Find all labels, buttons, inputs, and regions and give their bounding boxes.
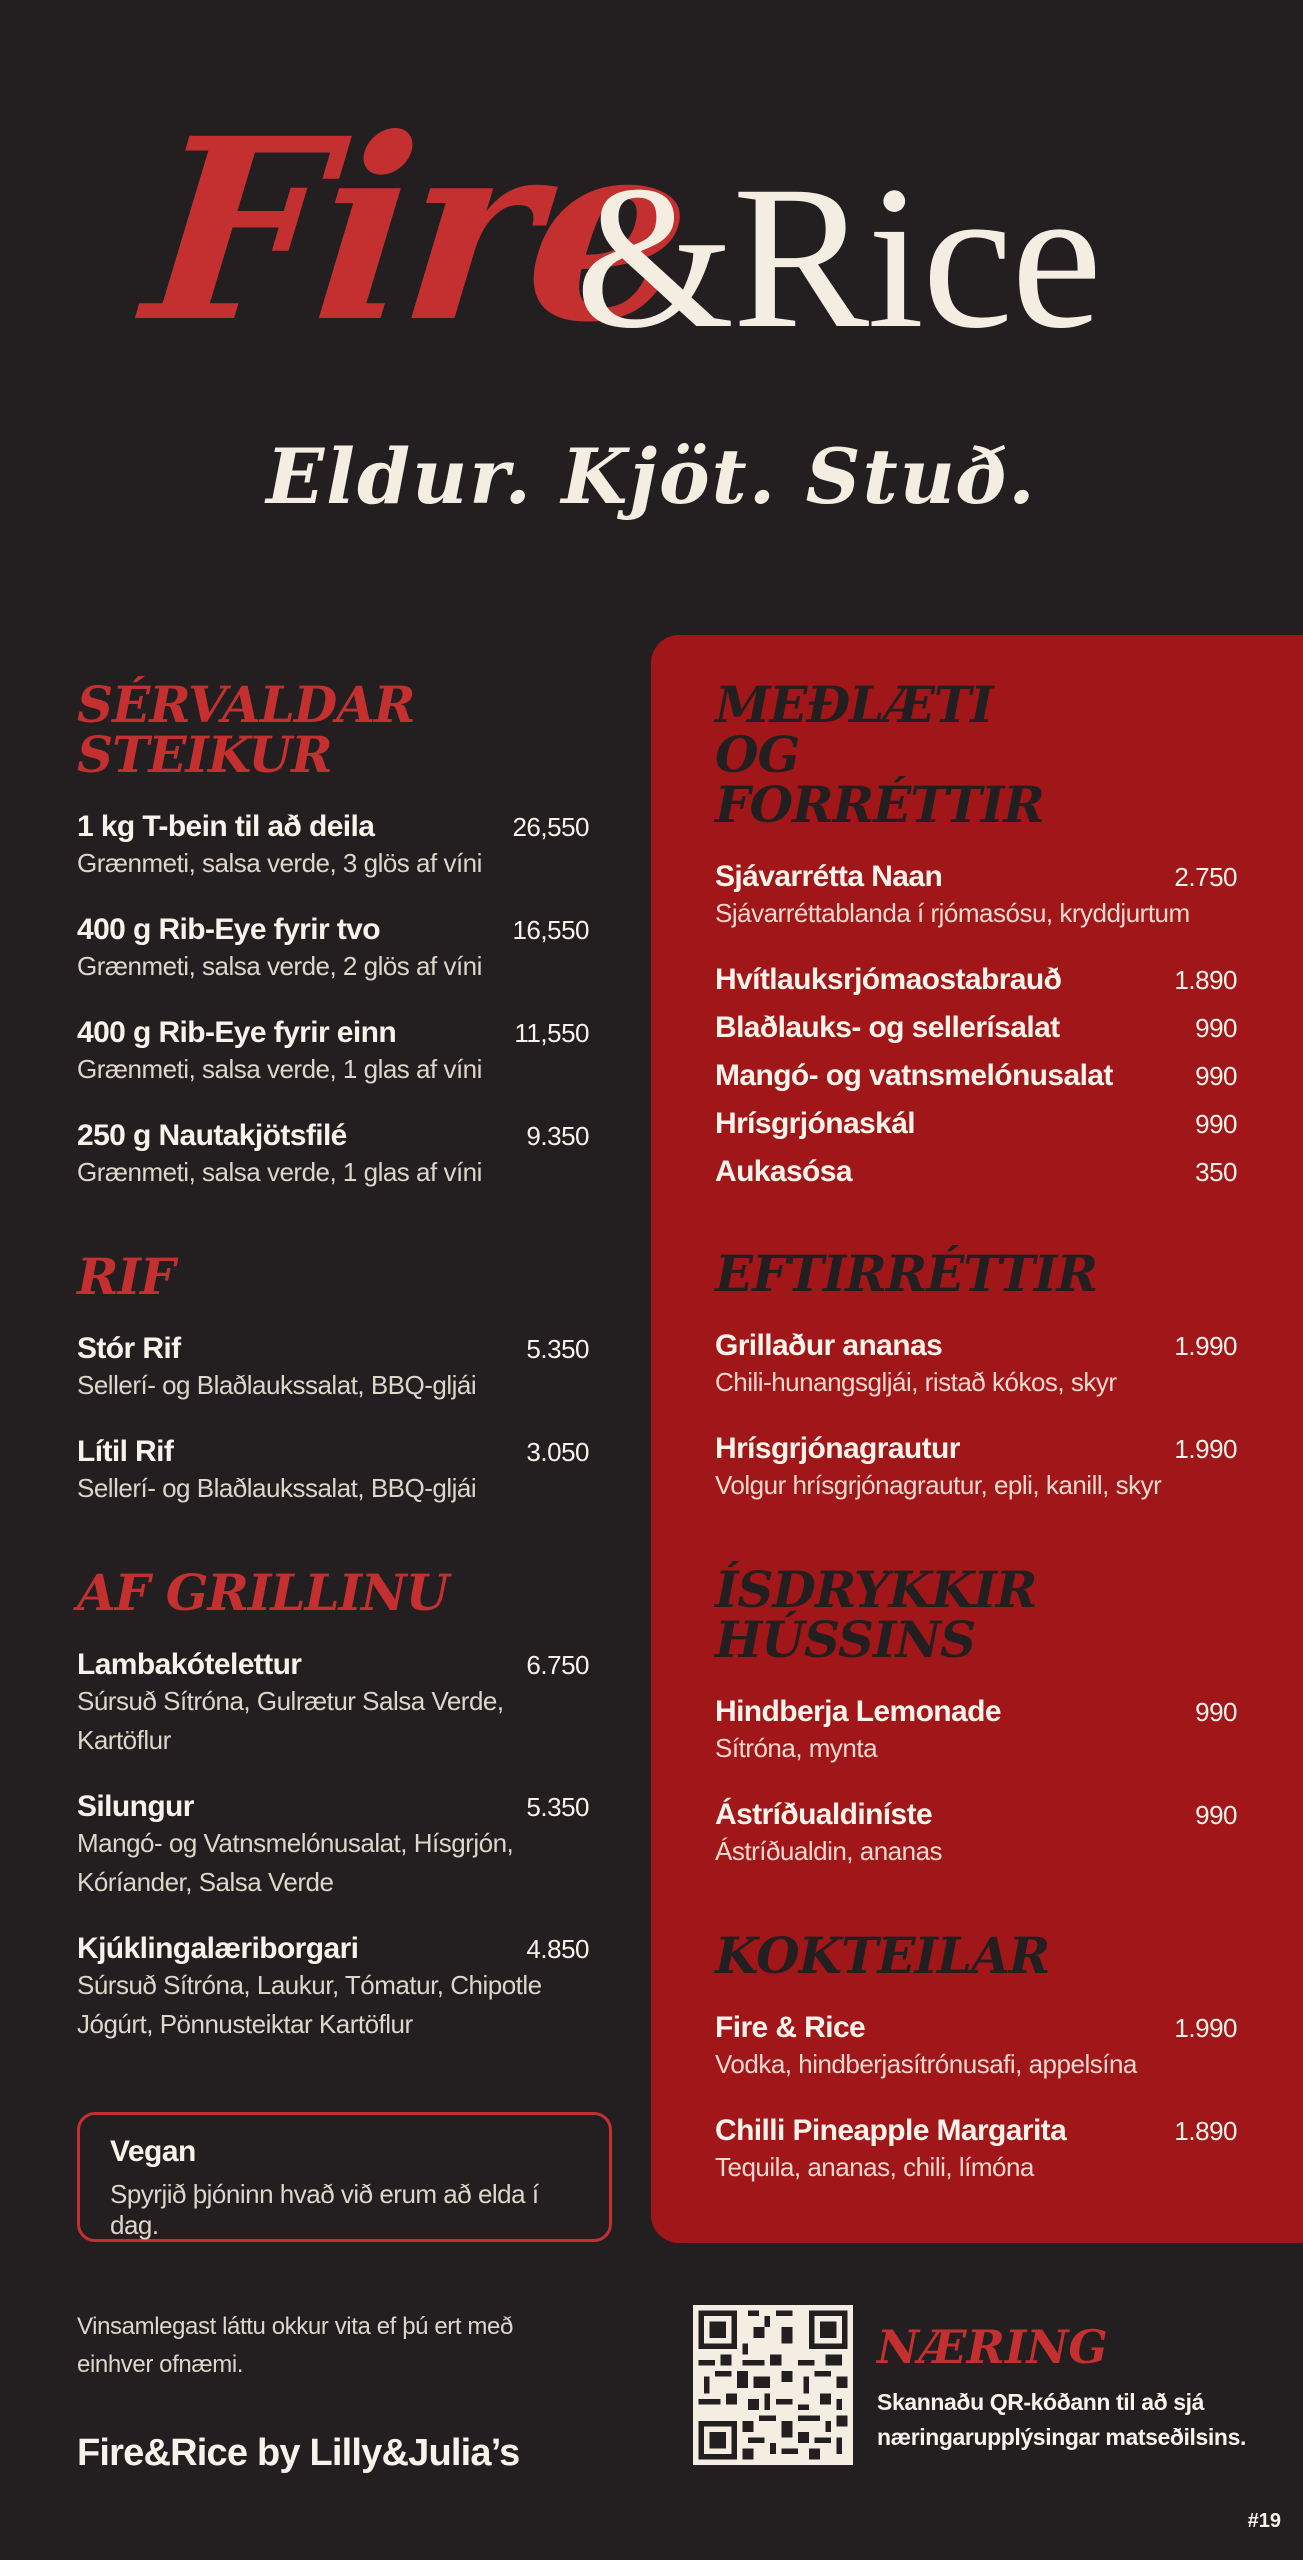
item-price: 990	[1195, 1109, 1237, 1139]
item-desc: Sellerí- og Blaðlaukssalat, BBQ-gljái	[77, 1473, 477, 1503]
section-title: ÍSDRYKKIR HÚSSINS	[715, 1560, 1037, 1669]
item-price: 1.990	[1174, 2013, 1237, 2043]
item-price: 1.890	[1174, 2116, 1237, 2146]
left-menu-column	[77, 675, 589, 2104]
item-name: 1 kg T-bein til að deila	[77, 810, 375, 843]
item-name: 250 g Nautakjötsfilé	[77, 1119, 347, 1152]
item-name: Kjúklingalæriborgari	[77, 1932, 359, 1965]
item-price: 1.890	[1174, 965, 1237, 995]
page-number: #19	[1247, 2510, 1281, 2532]
item-price: 2.750	[1174, 862, 1237, 892]
item-desc: Ástríðualdin, ananas	[715, 1836, 943, 1866]
menu-item	[77, 810, 589, 883]
item-price: 990	[1195, 1800, 1237, 1830]
item-desc: Súrsuð Sítróna, Gulrætur Salsa Verde, Kartöflur	[77, 1686, 504, 1755]
menu-item	[77, 1790, 589, 1902]
item-name: Hrísgrjónagrautur	[715, 1432, 960, 1465]
menu-item	[715, 1155, 1237, 1189]
item-desc: Grænmeti, salsa verde, 1 glas af víni	[77, 1157, 482, 1187]
item-desc: Sjávarréttablanda í rjómasósu, kryddjurtum	[715, 898, 1190, 928]
item-name: Hrísgrjónaskál	[715, 1107, 916, 1140]
item-price: 990	[1195, 1013, 1237, 1043]
item-name: Silungur	[77, 1790, 194, 1823]
section-title: SÉRVALDAR STEIKUR	[77, 675, 415, 784]
menu-item	[715, 1011, 1237, 1045]
section-title: EFTIRRÉTTIR	[715, 1244, 1097, 1303]
menu-item	[715, 860, 1237, 933]
item-desc: Chili-hunangsgljái, ristað kókos, skyr	[715, 1367, 1117, 1397]
menu-item	[77, 1119, 589, 1192]
item-name: Grillaður ananas	[715, 1329, 943, 1362]
item-desc: Grænmeti, salsa verde, 1 glas af víni	[77, 1054, 482, 1084]
menu-item	[715, 1695, 1237, 1768]
logo-fire-text: Fire	[134, 83, 697, 377]
item-name: Lambakótelettur	[77, 1648, 302, 1681]
item-name: Chilli Pineapple Margarita	[715, 2114, 1067, 2147]
vegan-text: Spyrjið þjóninn hvað við erum að elda í dag.	[110, 2179, 539, 2240]
menu-item	[715, 963, 1237, 997]
section-title: AF GRILLINU	[77, 1563, 449, 1622]
item-price: 4.850	[526, 1934, 589, 1964]
item-price: 5.350	[526, 1334, 589, 1364]
item-price: 350	[1195, 1157, 1237, 1187]
menu-section-desserts	[715, 1244, 1237, 1505]
menu-section-grill	[77, 1563, 589, 2044]
logo-rice-text: &Rice	[575, 144, 1101, 371]
item-desc: Sellerí- og Blaðlaukssalat, BBQ-gljái	[77, 1370, 477, 1400]
menu-item	[77, 1932, 589, 2044]
tagline: Eldur. Kjöt. Stuð.	[266, 432, 1037, 521]
menu-item	[77, 1648, 589, 1760]
section-title: KOKTEILAR	[715, 1926, 1050, 1985]
vegan-box	[77, 2112, 612, 2242]
item-price: 3.050	[526, 1437, 589, 1467]
item-name: Lítil Rif	[77, 1435, 174, 1468]
item-name: Mangó- og vatnsmelónusalat	[715, 1059, 1113, 1092]
item-price: 1.990	[1174, 1434, 1237, 1464]
menu-item	[715, 1432, 1237, 1505]
item-price: 990	[1195, 1061, 1237, 1091]
section-title: RIF	[77, 1247, 175, 1306]
item-name: Hvítlauksrjómaostabrauð	[715, 963, 1062, 996]
item-price: 6.750	[526, 1650, 589, 1680]
item-desc: Mangó- og Vatnsmelónusalat, Hísgrjón, Kóríander, Salsa Verde	[77, 1828, 514, 1897]
menu-item	[715, 1107, 1237, 1141]
item-name: 400 g Rib-Eye fyrir einn	[77, 1016, 397, 1049]
item-name: Blaðlauks- og sellerísalat	[715, 1011, 1060, 1044]
item-desc: Grænmeti, salsa verde, 3 glös af víni	[77, 848, 482, 878]
item-desc: Grænmeti, salsa verde, 2 glös af víni	[77, 951, 482, 981]
menu-item	[715, 2011, 1237, 2084]
item-price: 26,550	[512, 812, 589, 842]
item-price: 990	[1195, 1697, 1237, 1727]
item-price: 11,550	[514, 1018, 589, 1048]
menu-item	[77, 1016, 589, 1089]
item-name: Fire & Rice	[715, 2011, 866, 2044]
menu-item	[715, 1059, 1237, 1093]
item-desc: Tequila, ananas, chili, límóna	[715, 2152, 1034, 2182]
nutrition-text: Skannaðu QR-kóðann til að sjá næringarupplýsingar matseðilsins.	[877, 2389, 1246, 2450]
section-title: MEÐLÆTI OG FORRÉTTIR	[715, 675, 1044, 834]
nutrition-title: NÆRING	[877, 2320, 1108, 2374]
menu-section-iced-drinks	[715, 1560, 1237, 1871]
footer-brand: Fire&Rice by Lilly&Julia’s	[77, 2432, 520, 2474]
menu-item	[77, 1332, 589, 1405]
brand-logo	[134, 83, 1150, 465]
item-price: 5.350	[526, 1792, 589, 1822]
item-desc: Súrsuð Sítróna, Laukur, Tómatur, Chipotle Jógúrt, Pönnusteiktar Kartöflur	[77, 1970, 542, 2039]
menu-item	[715, 1798, 1237, 1871]
menu-section-steaks	[77, 675, 589, 1192]
menu-section-cocktails	[715, 1926, 1237, 2187]
menu-item	[77, 913, 589, 986]
menu-item	[715, 1329, 1237, 1402]
menu-item	[77, 1435, 589, 1508]
allergy-note: Vinsamlegast láttu okkur vita ef þú ert með einhver ofnæmi.	[77, 2313, 513, 2378]
item-price: 1.990	[1174, 1331, 1237, 1361]
item-price: 9.350	[526, 1121, 589, 1151]
item-desc: Volgur hrísgrjónagrautur, epli, kanill, skyr	[715, 1470, 1162, 1500]
item-name: Aukasósa	[715, 1155, 852, 1188]
menu-section-sides	[715, 675, 1237, 1189]
item-desc: Vodka, hindberjasítrónusafi, appelsína	[715, 2049, 1137, 2079]
vegan-title: Vegan	[110, 2135, 196, 2168]
menu-section-ribs	[77, 1247, 589, 1508]
item-name: Hindberja Lemonade	[715, 1695, 1001, 1728]
menu-item	[715, 2114, 1237, 2187]
item-name: 400 g Rib-Eye fyrir tvo	[77, 913, 380, 946]
item-name: Sjávarrétta Naan	[715, 860, 943, 893]
item-price: 16,550	[512, 915, 589, 945]
item-desc: Sítróna, mynta	[715, 1733, 878, 1763]
qr-code-icon[interactable]	[693, 2305, 853, 2465]
item-name: Stór Rif	[77, 1332, 181, 1365]
right-menu-column	[715, 675, 1237, 2247]
item-name: Ástríðualdiníste	[715, 1798, 933, 1831]
